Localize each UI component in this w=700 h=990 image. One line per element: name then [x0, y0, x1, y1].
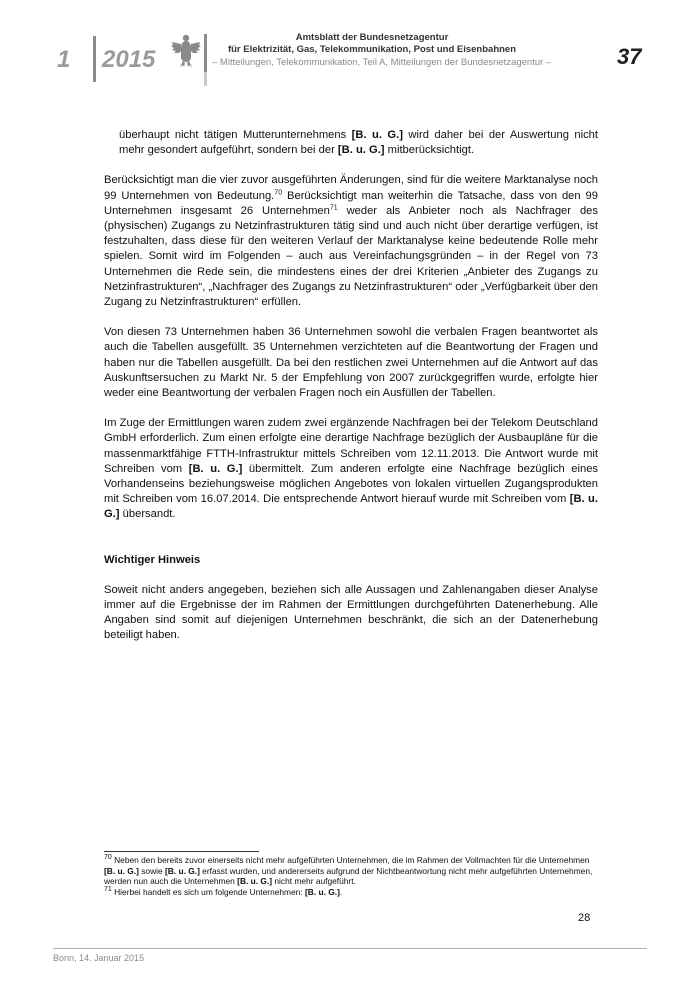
footnotes: [104, 855, 598, 897]
federal-eagle-icon: [170, 32, 202, 68]
text: mitberücksichtigt.: [384, 144, 475, 157]
footnote-number: 70: [104, 854, 112, 862]
footnote-number: 71: [104, 885, 112, 893]
text: übermittelt. Zum anderen erfolgte eine Nachfrage bezüglich eines Vorhandenseins beziehungsweise möglichen Angebotes von lokalen virtuellen Zugangsprodukten mit Schreiben vom 16.07.2014. Die entsprechende Antwort hierauf wurde mit Schreiben vom: [104, 462, 599, 506]
text: Berücksichtigt man die vier zuvor ausgeführten Änderungen, sind für die weitere Marktanalyse noch 99 Unternehmen von Bedeutung.: [104, 174, 598, 202]
document-body: [104, 128, 598, 659]
text: wird daher bei der Auswertung nicht mehr gesondert aufgeführt, sondern bei der: [119, 129, 599, 157]
text: übersandt.: [119, 508, 176, 521]
text: Hierbei handelt es sich um folgende Unternehmen:: [111, 886, 305, 897]
redacted-placeholder: [B. u. G.]: [188, 462, 243, 475]
paragraph: Soweit nicht anders angegeben, beziehen sich alle Aussagen und Zahlenangaben dieser Analyse immer auf die Ergebnisse der im Rahmen der Ermittlungen durchgeführten Datenerhebung. Alle Angaben sind somit auf diejenigen Unternehmen beschränkt, die sich an der Datenerhebung beteiligt haben.: [104, 583, 598, 642]
footnote-ref[interactable]: 70: [274, 188, 283, 196]
text: Im Zuge der Ermittlungen waren zudem zwei ergänzende Nachfragen bei der Telekom Deutschland GmbH erforderlich. Zum einen erfolgte eine derartige Nachfrage bezüglich der Ausbaupläne für die massenmarktfähige FTTH-Infrastruktur mittels Schreiben vom 12.11.2013. Die Antwort wurde mit Schreiben vom: [104, 417, 598, 475]
footer-date: Bonn, 14. Januar 2015: [53, 953, 145, 963]
footnote-divider: [104, 851, 259, 852]
redacted-placeholder: [B. u. G.]: [337, 144, 385, 157]
header-divider: [204, 72, 207, 86]
footnote-ref[interactable]: 71: [329, 204, 338, 212]
redacted-placeholder: [B. u. G.]: [164, 865, 200, 876]
publication-subtitle: – Mitteilungen, Telekommunikation, Teil A, Mitteilungen der Bundesnetzagentur –: [212, 57, 552, 68]
section-heading: Wichtiger Hinweis: [104, 553, 201, 566]
text: Berücksichtigt man weiterhin die Tatsache, dass von den 99 Unternehmen insgesamt 26 Unternehmen: [104, 189, 599, 217]
redacted-placeholder: [B. u. G.]: [237, 876, 273, 886]
gazette-page-number: 37: [617, 44, 642, 69]
redacted-placeholder: [B. u. G.]: [305, 886, 340, 897]
text: weder als Anbieter noch als Nachfrager des (physischen) Zugangs zu Netzinfrastrukturen tätig sind und auch nicht über derartige verfügen, ist festzuhalten, dass diese für den weiteren Verlauf der Marktanalyse keine bedeutende Rolle mehr spielen. Somit wird im Folgenden – auch aus Vereinfachungsgründen – in der Regel von 73 Unternehmen die Rede sein, die mindestens eines der drei Kriterien „Anbieter des Zugangs zu Netzinfrastrukturen“, „Nachfrager des Zugangs zu Netzinfrastrukturen“ oder „Verfügbarkeit über den Zugang zu Netzinfrastrukturen“ erfüllen.: [104, 204, 598, 309]
text: überhaupt nicht tätigen Mutterunternehmens: [119, 129, 352, 141]
redacted-placeholder: [B. u. G.]: [104, 493, 598, 521]
paragraph: [104, 173, 598, 310]
issue-year: 2015: [102, 46, 156, 73]
publication-title-line: Amtsblatt der Bundesnetzagentur: [295, 32, 449, 43]
text: sowie: [138, 865, 165, 876]
publication-title: [222, 32, 522, 56]
publication-title-line: für Elektrizität, Gas, Telekommunikation, Post und Eisenbahnen: [227, 44, 517, 55]
page-header: [0, 0, 700, 90]
text: .: [339, 886, 343, 897]
text: erfasst wurden, und andererseits aufgrund der Nichtbeantwortung nicht mehr aufgeführten Unternehmen, werden nun auch die Unternehmen: [104, 865, 593, 886]
document-page-number: 28: [578, 912, 591, 924]
redacted-placeholder: [B. u. G.]: [351, 129, 403, 141]
text: nicht mehr aufgeführt.: [272, 876, 356, 886]
paragraph: [119, 128, 598, 158]
footnote: [104, 855, 598, 887]
paragraph: Von diesen 73 Unternehmen haben 36 Unternehmen sowohl die verbalen Fragen beantwortet als auch die Tabellen ausgefüllt. 35 Unternehmen verzichteten auf die Beantwortung der Fragen und haben nur die Tabellen ausgefüllt. Da bei den restlichen zwei Unternehmen auf die Antwort auf das Auskunftsersuchen zu Markt Nr. 5 der Empfehlung von 2007 zurückgegriffen wurde, erfolgte hier weder eine Beantwortung der verbalen Fragen noch ein Ausfüllen der Tabellen.: [104, 326, 598, 400]
paragraph: [104, 416, 598, 522]
footnote: [104, 887, 598, 898]
issue-number: 1: [57, 46, 71, 73]
text: Neben den bereits zuvor einerseits nicht mehr aufgeführten Unternehmen, die im Rahmen der Vollmachten für die Unternehmen: [111, 855, 590, 865]
header-divider: [93, 36, 96, 82]
footer-divider: [53, 948, 647, 949]
redacted-placeholder: [B. u. G.]: [104, 865, 139, 876]
